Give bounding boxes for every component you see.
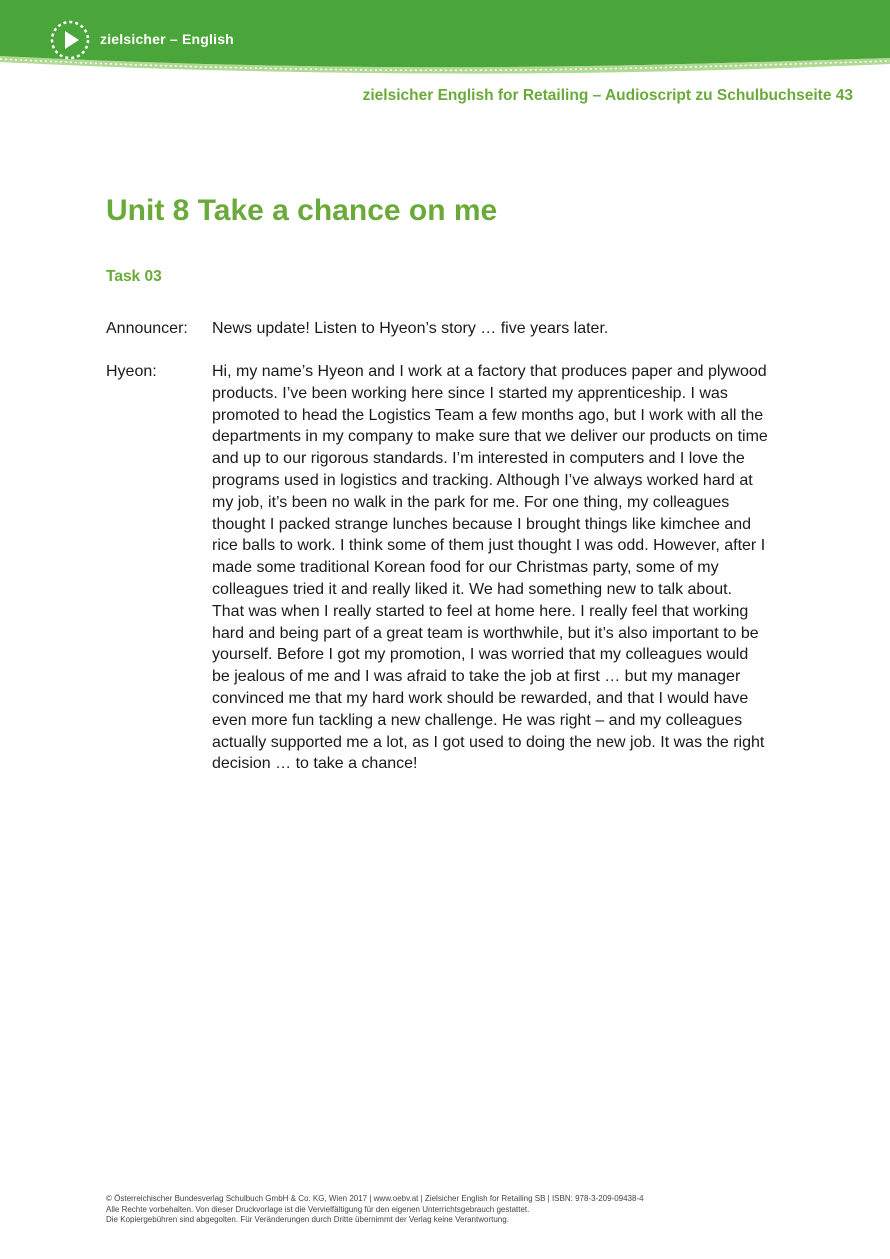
speech-text [212, 361, 792, 775]
speaker-label: Announcer: [106, 320, 188, 337]
task-label: Task 03 [106, 268, 162, 285]
speech-line: actually supported me a lot, as I got used to doing the new job. It was the right [212, 733, 765, 751]
unit-title: Unit 8 Take a chance on me [106, 194, 498, 227]
play-circle-icon [50, 20, 90, 60]
speech-line: be jealous of me and I was afraid to take the job at first … but my manager [212, 668, 741, 686]
speech-line: hard and being part of a great team is worthwhile, but it’s also important to be [212, 624, 759, 642]
speech-line: rice balls to work. I think some of them just thought I was odd. However, after I [212, 537, 766, 555]
speech-line: products. I’ve been working here since I started my apprenticeship. I was [212, 384, 728, 402]
speech-line: convinced me that my hard work should be rewarded, and that I would have [212, 689, 749, 707]
brand-wordmark: zielsicher – English [100, 31, 234, 47]
speech-line: made some traditional Korean food for our Christmas party, some of my [212, 559, 719, 577]
copyright-footer [106, 1194, 866, 1226]
speech-line: yourself. Before I got my promotion, I was worried that my colleagues would [212, 646, 749, 664]
speech-line: promoted to head the Logistics Team a few months ago, but I work with all the [212, 406, 764, 424]
speech-line: my job, it’s been no walk in the park for me. For one thing, my colleagues [212, 493, 730, 511]
speech-line: and up to our rigorous standards. I’m interested in computers and I love the [212, 450, 745, 468]
speech-line: colleagues tried it and really liked it. We had something new to talk about. [212, 580, 732, 598]
speech-line: thought I packed strange lunches because I brought things like kimchee and [212, 515, 752, 533]
speech-line: Hi, my name’s Hyeon and I work at a factory that produces paper and plywood [212, 363, 767, 380]
header-banner [0, 0, 890, 80]
speech-line: That was when I really started to feel at home here. I really feel that working [212, 602, 749, 620]
speech-line: decision … to take a chance! [212, 755, 418, 773]
speech-text: News update! Listen to Hyeon’s story … five years later. [212, 320, 609, 337]
footer-line: Alle Rechte vorbehalten. Von dieser Druckvorlage ist die Vervielfältigung für den eigenen Unterrichtsgebrauch gestattet. [106, 1204, 530, 1214]
footer-line: © Österreichischer Bundesverlag Schulbuch GmbH & Co. KG, Wien 2017 | www.oebv.at | Zielsicher English for Retailing SB | ISBN: 978-3-209-09438-4 [106, 1194, 644, 1203]
footer-line: Die Kopiergebühren sind abgegolten. Für Veränderungen durch Dritte übernimmt der Verlag keine Verantwortung. [106, 1215, 509, 1224]
running-head: zielsicher English for Retailing – Audioscript zu Schulbuchseite 43 [362, 87, 853, 104]
speech-line: programs used in logistics and tracking. Although I’ve always worked hard at [212, 471, 753, 489]
speaker-label: Hyeon: [106, 363, 157, 380]
speech-line: even more fun tackling a new challenge. He was right – and my colleagues [212, 711, 743, 729]
speech-line: departments in my company to make sure that we deliver our products on time [212, 428, 768, 446]
